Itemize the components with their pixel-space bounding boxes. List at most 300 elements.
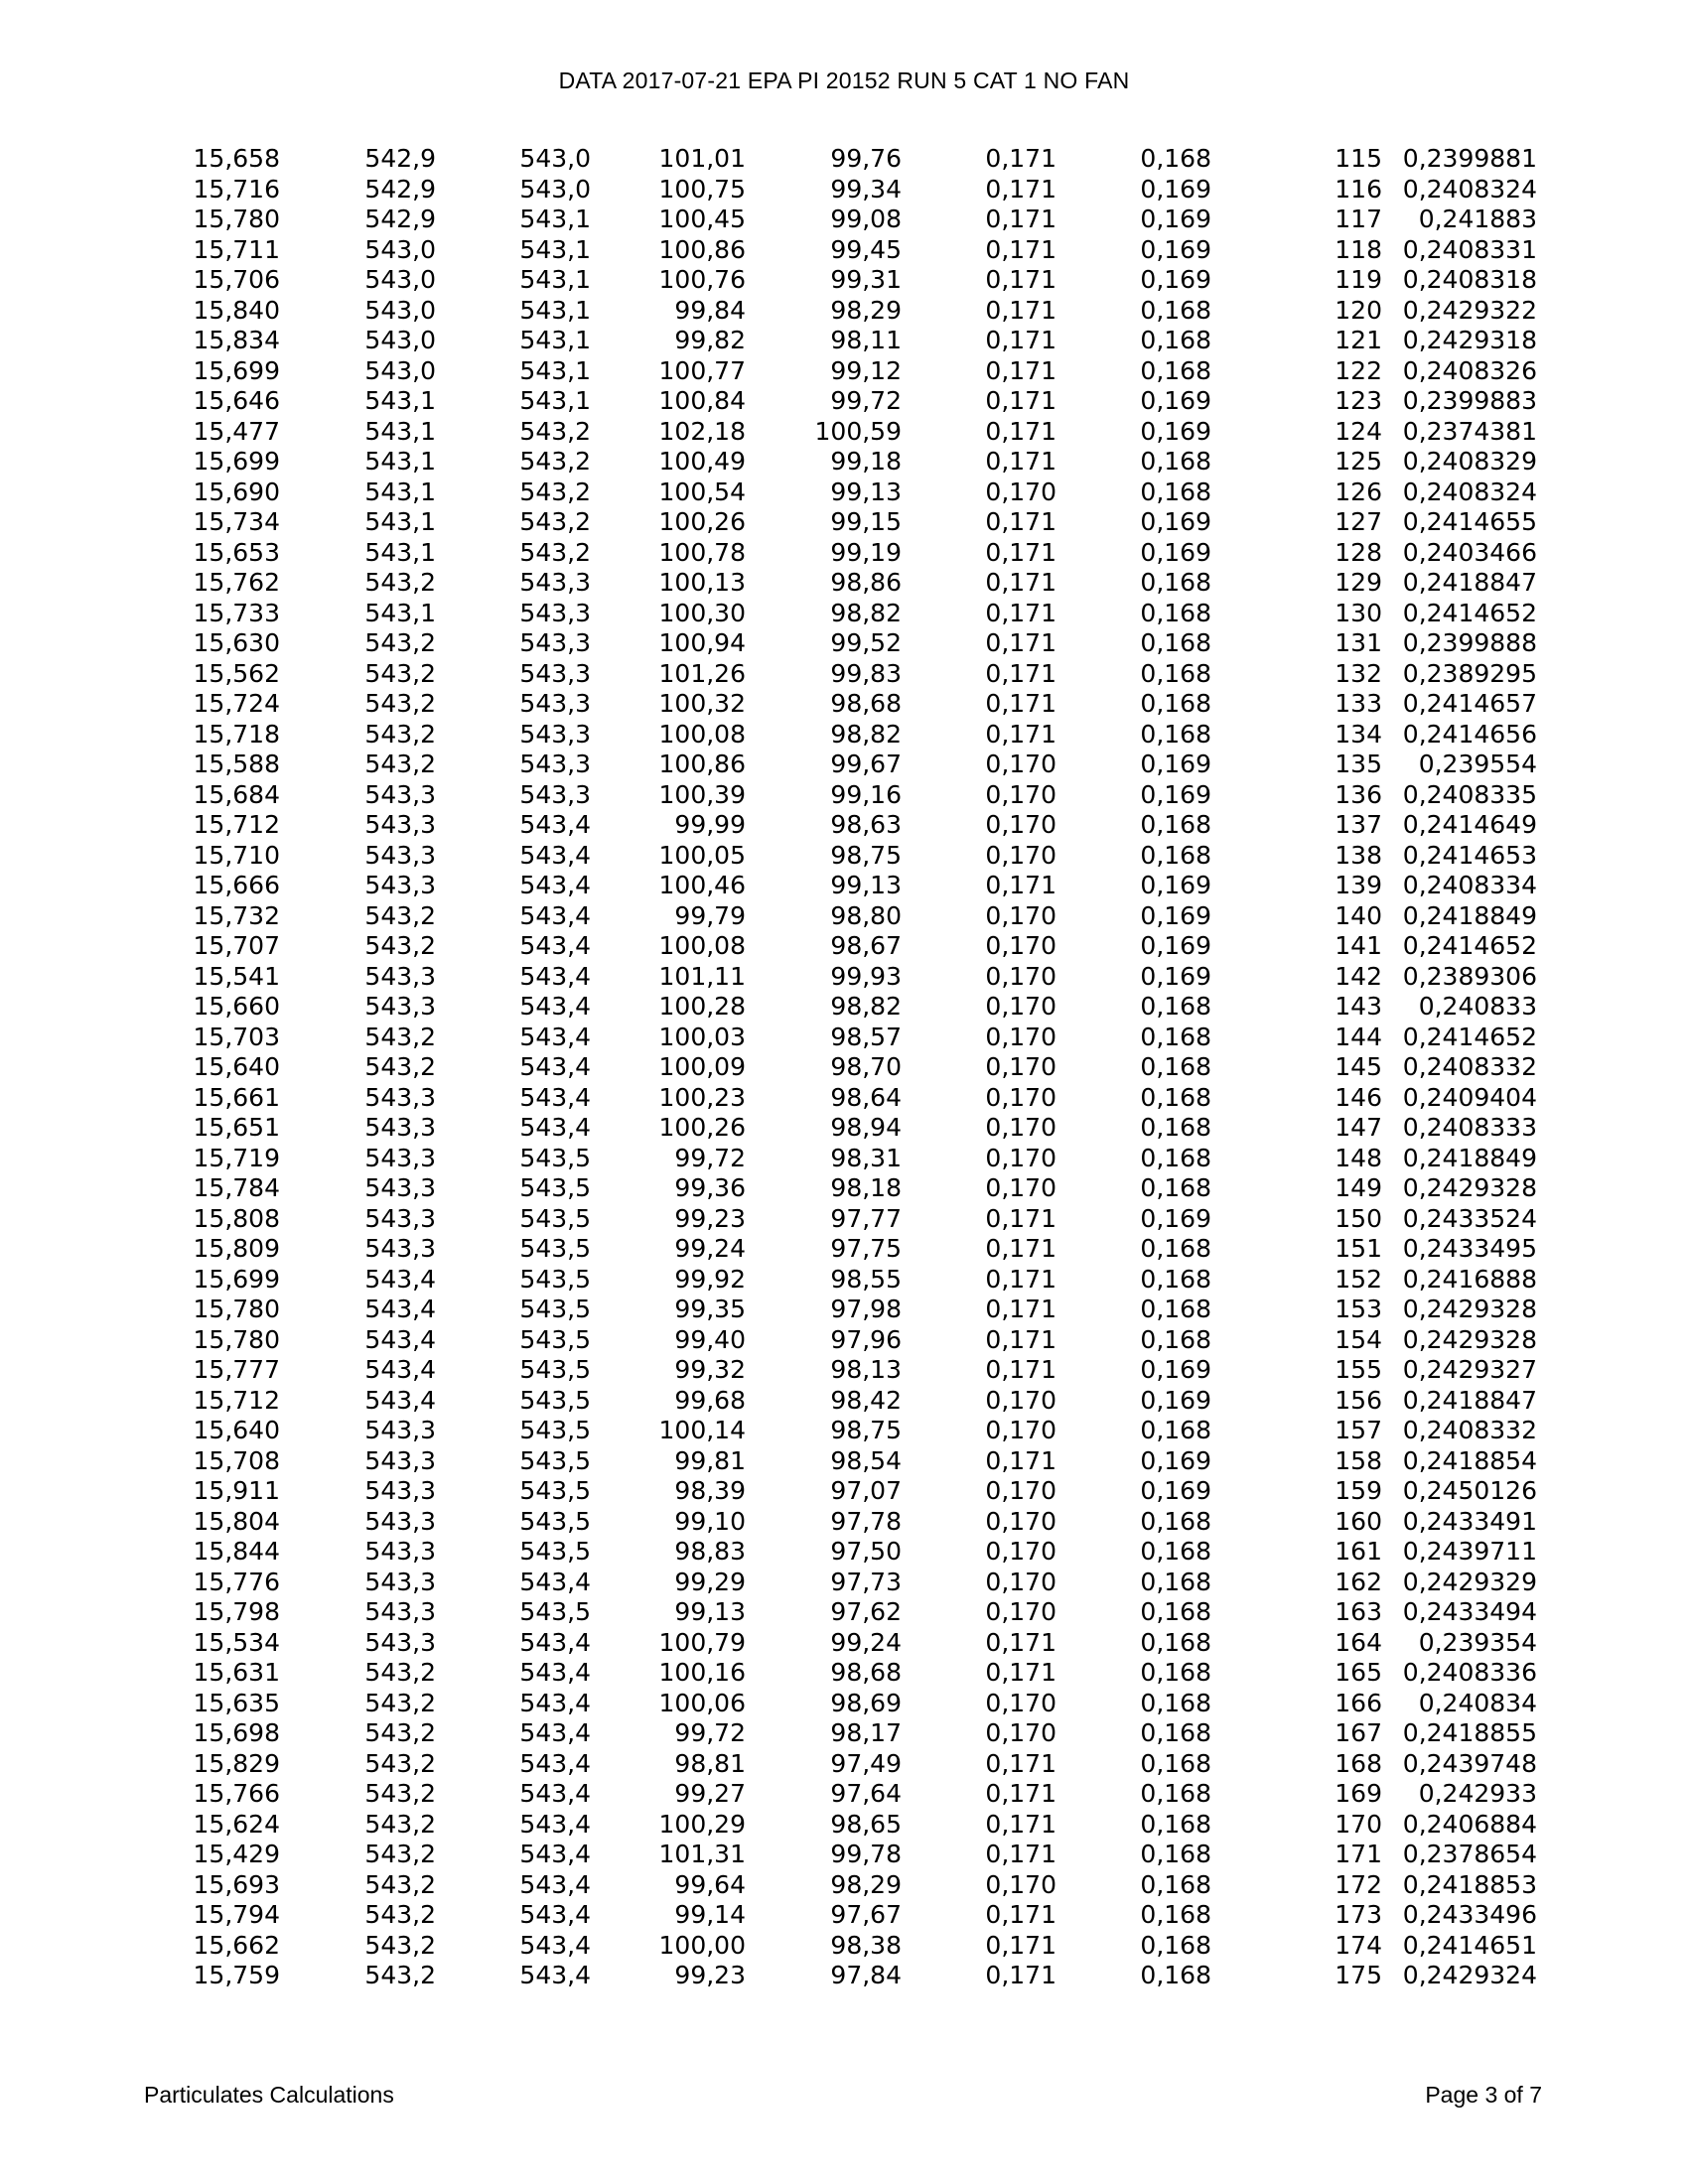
table-cell: 98,67	[830, 931, 902, 960]
table-cell: 0,2418847	[1402, 568, 1537, 597]
table-cell: 0,168	[1140, 1809, 1211, 1839]
table-cell: 0,171	[985, 1264, 1056, 1294]
table-cell: 543,4	[519, 840, 591, 870]
table-cell: 99,14	[674, 1900, 746, 1929]
table-cell: 148	[1335, 1143, 1382, 1172]
table-cell: 0,171	[985, 295, 1056, 325]
table-row	[0, 1779, 1537, 1810]
table-cell: 99,24	[830, 1627, 902, 1657]
table-cell: 543,3	[519, 568, 591, 597]
table-cell: 543,4	[519, 992, 591, 1021]
table-cell: 100,86	[658, 750, 746, 778]
table-cell: 15,562	[193, 658, 280, 688]
table-cell: 543,5	[519, 1597, 591, 1626]
table-cell: 543,2	[364, 1930, 436, 1960]
table-cell: 130	[1335, 598, 1382, 627]
table-cell: 0,2408324	[1402, 477, 1537, 506]
table-cell: 100,77	[658, 355, 746, 385]
table-cell: 0,2389295	[1402, 658, 1537, 688]
table-cell: 101,11	[658, 961, 746, 991]
table-cell: 543,4	[364, 1385, 436, 1415]
table-cell: 0,2406884	[1402, 1809, 1537, 1839]
table-cell: 543,3	[364, 1173, 436, 1202]
table-cell: 0,171	[985, 1627, 1056, 1657]
table-cell: 98,94	[830, 1113, 902, 1142]
table-row	[0, 1840, 1537, 1870]
table-cell: 98,38	[830, 1930, 902, 1960]
table-cell: 0,171	[985, 144, 1056, 173]
table-cell: 172	[1335, 1869, 1382, 1899]
table-cell: 15,716	[193, 174, 280, 204]
table-cell: 0,170	[985, 992, 1056, 1021]
table-row	[0, 1173, 1537, 1204]
table-cell: 543,5	[519, 1234, 591, 1263]
table-cell: 543,4	[519, 900, 591, 930]
table-cell: 100,26	[658, 1113, 746, 1142]
table-cell: 15,630	[193, 628, 280, 657]
table-cell: 98,64	[830, 1082, 902, 1112]
table-cell: 543,4	[519, 1930, 591, 1960]
table-cell: 100,46	[658, 871, 746, 899]
table-row	[0, 750, 1537, 780]
table-row	[0, 1204, 1537, 1235]
table-cell: 543,2	[364, 568, 436, 597]
table-cell: 543,4	[519, 931, 591, 960]
table-row	[0, 1476, 1537, 1507]
table-cell: 167	[1335, 1718, 1382, 1747]
table-cell: 170	[1335, 1809, 1382, 1839]
table-cell: 543,3	[364, 1627, 436, 1657]
table-cell: 0,171	[985, 537, 1056, 567]
table-cell: 0,169	[1140, 507, 1211, 536]
table-row	[0, 1961, 1537, 1991]
table-cell: 0,2429324	[1402, 1961, 1537, 1989]
table-row	[0, 1446, 1537, 1477]
table-cell: 99,08	[830, 205, 902, 233]
table-cell: 0,171	[985, 1234, 1056, 1263]
table-cell: 0,171	[985, 1658, 1056, 1687]
table-cell: 100,79	[658, 1627, 746, 1657]
table-cell: 100,75	[658, 174, 746, 204]
table-cell: 99,67	[830, 750, 902, 778]
table-cell: 0,168	[1140, 1416, 1211, 1444]
table-cell: 0,2439748	[1402, 1748, 1537, 1778]
table-cell: 0,171	[985, 416, 1056, 446]
table-cell: 15,780	[193, 1324, 280, 1354]
table-cell: 150	[1335, 1203, 1382, 1233]
table-cell: 543,3	[364, 1113, 436, 1142]
table-cell: 0,171	[985, 326, 1056, 354]
table-cell: 100,06	[658, 1688, 746, 1717]
table-cell: 15,784	[193, 1173, 280, 1202]
table-cell: 99,16	[830, 779, 902, 809]
table-row	[0, 1749, 1537, 1780]
table-cell: 15,780	[193, 205, 280, 233]
table-cell: 0,171	[985, 447, 1056, 476]
data-table-body	[0, 144, 1537, 1991]
table-row	[0, 599, 1537, 629]
table-cell: 99,81	[674, 1445, 746, 1475]
table-cell: 132	[1335, 658, 1382, 688]
table-row	[0, 1386, 1537, 1417]
table-cell: 0,168	[1140, 1022, 1211, 1051]
table-cell: 100,08	[658, 931, 746, 960]
table-cell: 0,168	[1140, 992, 1211, 1021]
table-cell: 0,2414656	[1402, 719, 1537, 749]
table-cell: 157	[1335, 1416, 1382, 1444]
table-cell: 543,1	[364, 598, 436, 627]
table-cell: 15,798	[193, 1597, 280, 1626]
table-cell: 15,712	[193, 810, 280, 839]
table-cell: 0,170	[985, 477, 1056, 506]
table-cell: 543,5	[519, 1143, 591, 1172]
table-row	[0, 144, 1537, 175]
table-cell: 543,2	[364, 628, 436, 657]
table-cell: 124	[1335, 416, 1382, 446]
table-cell: 0,169	[1140, 931, 1211, 960]
table-cell: 99,23	[674, 1961, 746, 1989]
table-cell: 0,171	[985, 507, 1056, 536]
table-cell: 0,168	[1140, 1840, 1211, 1868]
table-cell: 0,2418847	[1402, 1385, 1537, 1415]
table-cell: 0,170	[985, 1113, 1056, 1142]
table-cell: 98,80	[830, 900, 902, 930]
table-cell: 15,844	[193, 1537, 280, 1566]
table-cell: 0,2408318	[1402, 265, 1537, 294]
table-cell: 0,171	[985, 1840, 1056, 1868]
table-cell: 163	[1335, 1597, 1382, 1626]
table-cell: 15,588	[193, 750, 280, 778]
table-cell: 100,26	[658, 507, 746, 536]
table-cell: 99,35	[674, 1295, 746, 1323]
table-cell: 97,50	[830, 1537, 902, 1566]
table-cell: 0,171	[985, 1748, 1056, 1778]
table-cell: 15,911	[193, 1476, 280, 1505]
table-cell: 543,3	[519, 598, 591, 627]
table-cell: 0,170	[985, 931, 1056, 960]
table-cell: 543,2	[364, 1022, 436, 1051]
table-cell: 0,168	[1140, 326, 1211, 354]
table-cell: 0,171	[985, 1809, 1056, 1839]
table-cell: 100,14	[658, 1416, 746, 1444]
table-cell: 543,1	[519, 355, 591, 385]
table-cell: 0,171	[985, 1445, 1056, 1475]
table-cell: 0,171	[985, 234, 1056, 264]
table-cell: 0,168	[1140, 447, 1211, 476]
table-cell: 140	[1335, 900, 1382, 930]
table-cell: 0,2433491	[1402, 1506, 1537, 1536]
table-cell: 543,4	[519, 1658, 591, 1687]
table-cell: 100,28	[658, 992, 746, 1021]
table-cell: 131	[1335, 628, 1382, 657]
table-cell: 0,2389306	[1402, 961, 1537, 991]
table-row	[0, 720, 1537, 751]
table-cell: 100,09	[658, 1052, 746, 1081]
table-cell: 543,2	[519, 416, 591, 446]
table-cell: 0,2414655	[1402, 507, 1537, 536]
table-cell: 100,13	[658, 568, 746, 597]
table-cell: 143	[1335, 992, 1382, 1021]
table-cell: 0,170	[985, 1416, 1056, 1444]
page-title: DATA 2017-07-21 EPA PI 20152 RUN 5 CAT 1 NO FAN	[558, 68, 1130, 93]
table-cell: 121	[1335, 326, 1382, 354]
table-cell: 0,171	[985, 719, 1056, 749]
table-cell: 543,1	[364, 416, 436, 446]
table-cell: 543,2	[519, 447, 591, 476]
table-cell: 15,711	[193, 234, 280, 264]
table-cell: 0,2433494	[1402, 1597, 1537, 1626]
table-cell: 15,834	[193, 326, 280, 354]
table-cell: 0,2399883	[1402, 386, 1537, 415]
table-row	[0, 326, 1537, 356]
table-cell: 99,13	[830, 871, 902, 899]
table-cell: 0,170	[985, 779, 1056, 809]
table-cell: 543,1	[519, 265, 591, 294]
table-cell: 15,534	[193, 1627, 280, 1657]
table-cell: 543,3	[519, 719, 591, 749]
table-cell: 543,4	[519, 1082, 591, 1112]
table-cell: 100,49	[658, 447, 746, 476]
table-cell: 0,169	[1140, 416, 1211, 446]
table-cell: 0,2378654	[1402, 1840, 1537, 1868]
table-cell: 0,169	[1140, 234, 1211, 264]
table-row	[0, 538, 1537, 569]
table-cell: 0,168	[1140, 1234, 1211, 1263]
table-cell: 147	[1335, 1113, 1382, 1142]
table-cell: 97,62	[830, 1597, 902, 1626]
table-cell: 15,706	[193, 265, 280, 294]
table-row	[0, 1023, 1537, 1053]
table-cell: 0,239354	[1418, 1627, 1537, 1657]
table-cell: 543,4	[519, 1113, 591, 1142]
table-cell: 166	[1335, 1688, 1382, 1717]
table-cell: 15,429	[193, 1840, 280, 1868]
table-cell: 138	[1335, 840, 1382, 870]
table-cell: 98,68	[830, 689, 902, 718]
table-cell: 0,168	[1140, 1082, 1211, 1112]
table-cell: 0,2408332	[1402, 1416, 1537, 1444]
table-cell: 0,168	[1140, 295, 1211, 325]
table-cell: 15,690	[193, 477, 280, 506]
table-cell: 543,4	[519, 1779, 591, 1808]
table-cell: 543,1	[519, 234, 591, 264]
table-cell: 543,3	[364, 810, 436, 839]
table-cell: 543,5	[519, 1203, 591, 1233]
table-cell: 97,98	[830, 1295, 902, 1323]
table-cell: 116	[1335, 174, 1382, 204]
table-cell: 15,829	[193, 1748, 280, 1778]
table-cell: 98,82	[830, 598, 902, 627]
table-cell: 99,40	[674, 1324, 746, 1354]
table-cell: 543,1	[519, 386, 591, 415]
table-cell: 98,81	[674, 1748, 746, 1778]
table-cell: 137	[1335, 810, 1382, 839]
table-cell: 0,2439711	[1402, 1537, 1537, 1566]
table-cell: 15,777	[193, 1355, 280, 1384]
table-cell: 0,171	[985, 174, 1056, 204]
table-row	[0, 1325, 1537, 1356]
table-cell: 99,12	[830, 355, 902, 385]
table-cell: 97,78	[830, 1506, 902, 1536]
table-cell: 543,2	[364, 1869, 436, 1899]
table-cell: 153	[1335, 1295, 1382, 1323]
table-cell: 99,13	[830, 477, 902, 506]
table-cell: 543,5	[519, 1385, 591, 1415]
table-cell: 543,4	[519, 1567, 591, 1596]
table-row	[0, 901, 1537, 932]
table-cell: 145	[1335, 1052, 1382, 1081]
table-cell: 543,4	[519, 1718, 591, 1747]
table-cell: 117	[1335, 205, 1382, 233]
table-row	[0, 1355, 1537, 1386]
table-cell: 99,24	[674, 1234, 746, 1263]
table-cell: 98,82	[830, 719, 902, 749]
table-cell: 0,168	[1140, 1597, 1211, 1626]
footer-page-number: Page 3 of 7	[1425, 2082, 1542, 2108]
table-cell: 0,170	[985, 1476, 1056, 1505]
table-cell: 0,170	[985, 1385, 1056, 1415]
table-cell: 543,4	[519, 1900, 591, 1929]
table-cell: 543,5	[519, 1324, 591, 1354]
table-cell: 97,75	[830, 1234, 902, 1263]
table-row	[0, 1113, 1537, 1144]
table-cell: 15,666	[193, 871, 280, 899]
table-cell: 123	[1335, 386, 1382, 415]
table-cell: 543,2	[364, 1779, 436, 1808]
table-row	[0, 1234, 1537, 1265]
table-cell: 101,31	[658, 1840, 746, 1868]
table-cell: 99,13	[674, 1597, 746, 1626]
table-cell: 99,76	[830, 144, 902, 173]
table-cell: 0,170	[985, 900, 1056, 930]
table-cell: 173	[1335, 1900, 1382, 1929]
data-table	[0, 144, 1537, 1991]
table-cell: 97,96	[830, 1324, 902, 1354]
table-cell: 0,2429328	[1402, 1324, 1537, 1354]
table-cell: 0,2433524	[1402, 1203, 1537, 1233]
table-cell: 543,4	[519, 1840, 591, 1868]
table-cell: 15,631	[193, 1658, 280, 1687]
table-cell: 543,2	[364, 719, 436, 749]
table-cell: 118	[1335, 234, 1382, 264]
table-cell: 15,708	[193, 1445, 280, 1475]
table-cell: 0,169	[1140, 265, 1211, 294]
table-cell: 15,733	[193, 598, 280, 627]
table-cell: 0,2408334	[1402, 871, 1537, 899]
table-cell: 0,241883	[1418, 205, 1537, 233]
table-row	[0, 1597, 1537, 1628]
table-cell: 543,0	[364, 355, 436, 385]
table-cell: 100,54	[658, 477, 746, 506]
table-cell: 98,39	[674, 1476, 746, 1505]
table-cell: 0,170	[985, 1597, 1056, 1626]
table-cell: 543,5	[519, 1173, 591, 1202]
table-cell: 100,16	[658, 1658, 746, 1687]
table-cell: 97,49	[830, 1748, 902, 1778]
table-cell: 99,45	[830, 234, 902, 264]
table-cell: 0,171	[985, 628, 1056, 657]
table-row	[0, 1295, 1537, 1325]
table-cell: 15,809	[193, 1234, 280, 1263]
table-cell: 543,3	[364, 1082, 436, 1112]
table-cell: 142	[1335, 961, 1382, 991]
table-row	[0, 1870, 1537, 1901]
table-cell: 0,168	[1140, 1779, 1211, 1808]
table-cell: 0,2429328	[1402, 1173, 1537, 1202]
table-cell: 543,1	[364, 537, 436, 567]
table-cell: 543,0	[364, 234, 436, 264]
table-cell: 0,2374381	[1402, 416, 1537, 446]
table-cell: 15,776	[193, 1567, 280, 1596]
table-cell: 15,693	[193, 1869, 280, 1899]
table-cell: 0,170	[985, 810, 1056, 839]
table-cell: 15,651	[193, 1113, 280, 1142]
table-cell: 543,4	[519, 1869, 591, 1899]
table-row	[0, 1537, 1537, 1568]
table-cell: 543,4	[519, 1748, 591, 1778]
table-cell: 0,171	[985, 568, 1056, 597]
table-row	[0, 931, 1537, 962]
table-cell: 543,5	[519, 1445, 591, 1475]
table-cell: 171	[1335, 1840, 1382, 1868]
table-cell: 0,170	[985, 1537, 1056, 1566]
table-cell: 543,2	[519, 477, 591, 506]
table-cell: 543,4	[519, 1052, 591, 1081]
table-cell: 141	[1335, 931, 1382, 960]
table-cell: 98,69	[830, 1688, 902, 1717]
table-cell: 0,2414653	[1402, 840, 1537, 870]
table-cell: 15,804	[193, 1506, 280, 1536]
table-cell: 99,32	[674, 1355, 746, 1384]
table-cell: 98,63	[830, 810, 902, 839]
table-cell: 0,170	[985, 840, 1056, 870]
table-cell: 0,171	[985, 1779, 1056, 1808]
table-row	[0, 1689, 1537, 1719]
table-cell: 139	[1335, 871, 1382, 899]
table-cell: 100,76	[658, 265, 746, 294]
table-row	[0, 810, 1537, 841]
table-cell: 99,78	[830, 1840, 902, 1868]
table-cell: 174	[1335, 1930, 1382, 1960]
table-cell: 0,170	[985, 1143, 1056, 1172]
table-cell: 0,168	[1140, 1658, 1211, 1687]
table-cell: 543,4	[364, 1295, 436, 1323]
table-cell: 543,4	[519, 1627, 591, 1657]
table-cell: 98,75	[830, 1416, 902, 1444]
table-cell: 99,18	[830, 447, 902, 476]
table-cell: 0,168	[1140, 355, 1211, 385]
table-cell: 0,2408335	[1402, 779, 1537, 809]
table-cell: 543,1	[519, 326, 591, 354]
table-cell: 0,171	[985, 598, 1056, 627]
table-cell: 543,2	[364, 750, 436, 778]
table-cell: 15,684	[193, 779, 280, 809]
table-row	[0, 1931, 1537, 1962]
table-cell: 164	[1335, 1627, 1382, 1657]
table-cell: 15,699	[193, 447, 280, 476]
table-cell: 542,9	[364, 174, 436, 204]
table-row	[0, 992, 1537, 1023]
table-cell: 0,169	[1140, 1385, 1211, 1415]
table-cell: 543,2	[364, 1961, 436, 1989]
table-cell: 543,2	[364, 1840, 436, 1868]
table-cell: 543,0	[364, 265, 436, 294]
table-cell: 543,5	[519, 1537, 591, 1566]
table-row	[0, 417, 1537, 448]
table-cell: 543,5	[519, 1476, 591, 1505]
table-row	[0, 1658, 1537, 1689]
table-cell: 0,170	[985, 1082, 1056, 1112]
